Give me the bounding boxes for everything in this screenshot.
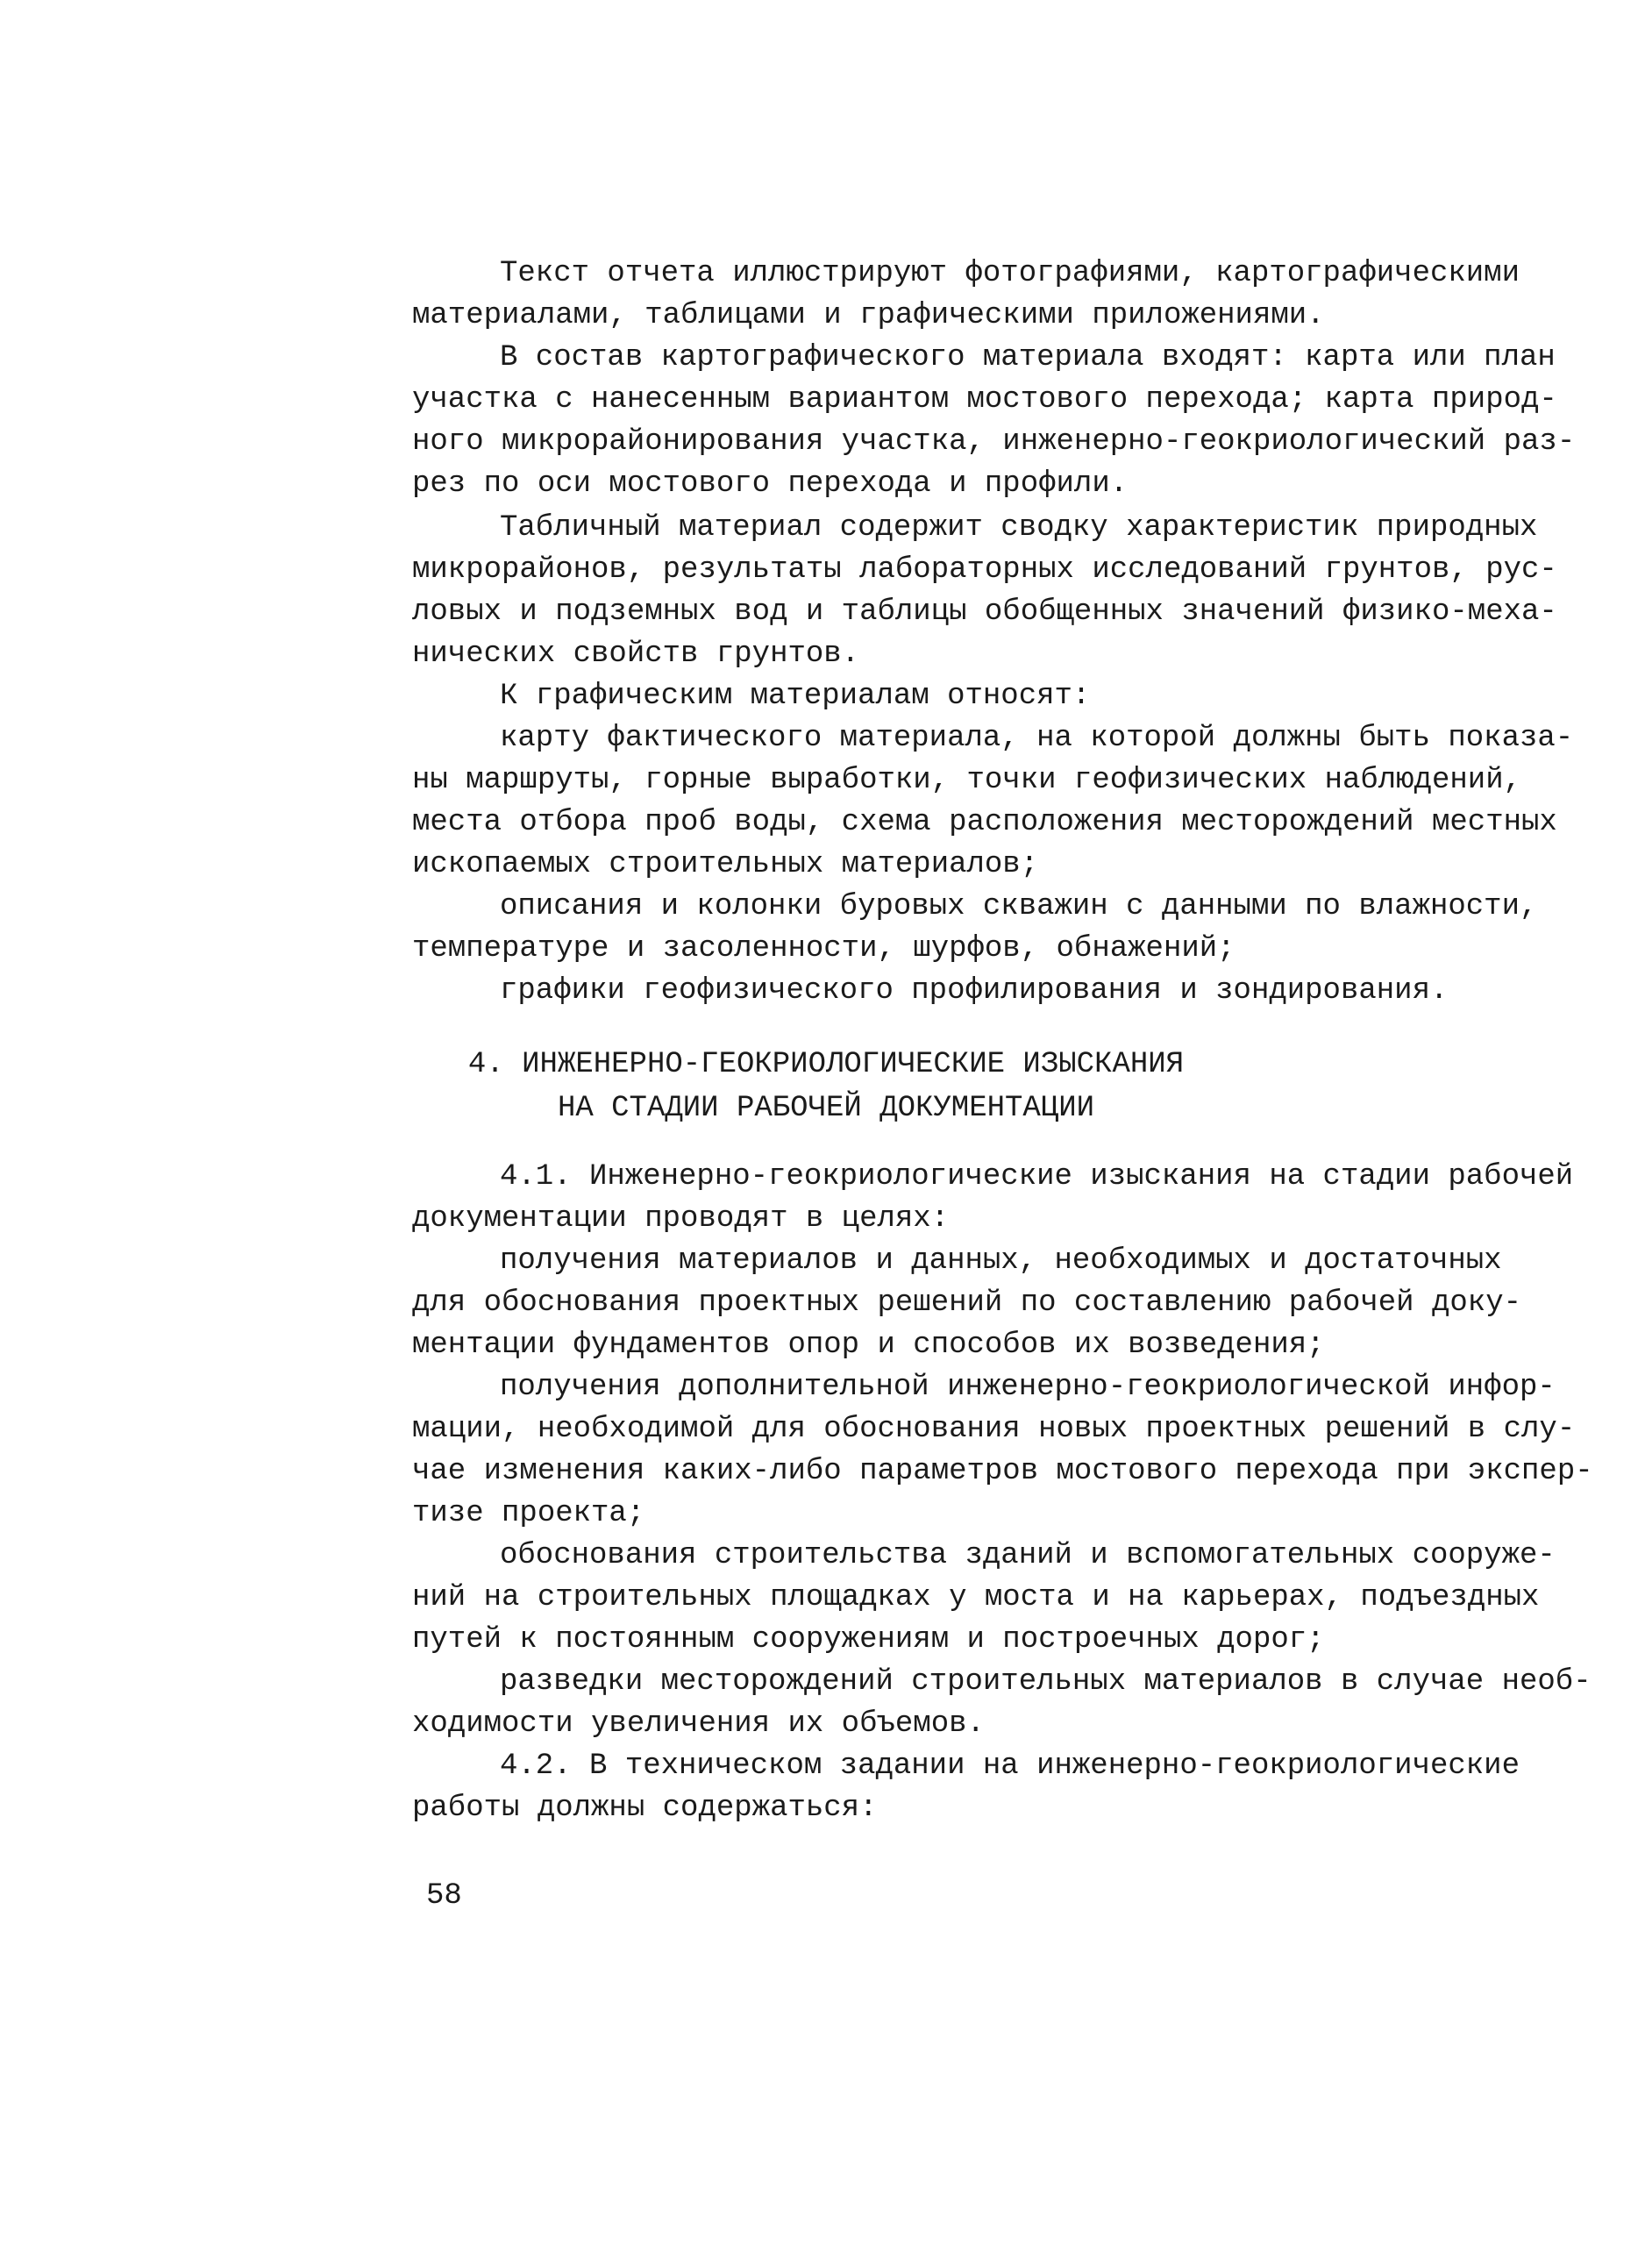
body-text-line: ного микрорайонирования участка, инженерно-геокриологический раз- (412, 425, 1576, 459)
body-text-line: тизе проекта; (412, 1497, 645, 1530)
body-text-line: Табличный материал содержит сводку характеристик природных (500, 511, 1538, 545)
body-text-line: ментации фундаментов опор и способов их возведения; (412, 1329, 1325, 1362)
body-text-line: чае изменения каких-либо параметров мостового перехода при экспер- (412, 1455, 1593, 1488)
body-text-line: ископаемых строительных материалов; (412, 848, 1039, 881)
body-text-line: микрорайонов, результаты лабораторных исследований грунтов, рус- (412, 553, 1557, 587)
body-text-line: участка с нанесенным вариантом мостового перехода; карта природ- (412, 383, 1557, 417)
body-text-line: документации проводят в целях: (412, 1202, 950, 1236)
body-text-line: Текст отчета иллюстрируют фотографиями, картографическими (500, 257, 1520, 290)
body-text-line: описания и колонки буровых скважин с данными по влажности, (500, 890, 1538, 923)
body-text-line: обоснования строительства зданий и вспомогательных сооруже- (500, 1539, 1556, 1572)
body-text-line: мации, необходимой для обоснования новых проектных решений в слу- (412, 1413, 1576, 1446)
body-text-line: места отбора проб воды, схема расположения месторождений местных (412, 806, 1557, 839)
body-text-line: ний на строительных площадках у моста и на карьерах, подъездных (412, 1581, 1540, 1614)
body-text-line: путей к постоянным сооружениям и построечных дорог; (412, 1623, 1325, 1657)
section-heading-line-2: НА СТАДИИ РАБОЧЕЙ ДОКУМЕНТАЦИИ (557, 1092, 1095, 1125)
body-text-line: графики геофизического профилирования и зондирования. (500, 974, 1449, 1008)
body-text-line: температуре и засоленности, шурфов, обнажений; (412, 932, 1235, 966)
body-text-line: материалами, таблицами и графическими приложениями. (412, 299, 1325, 332)
body-text-line: нических свойств грунтов. (412, 638, 860, 671)
body-text-line: работы должны содержаться: (412, 1792, 878, 1825)
body-text-line: карту фактического материала, на которой должны быть показа- (500, 722, 1574, 755)
body-text-line: 4.1. Инженерно-геокриологические изыскания на стадии рабочей (500, 1160, 1574, 1194)
body-text-line: К графическим материалам относят: (500, 680, 1091, 713)
body-text-line: рез по оси мостового перехода и профили. (412, 467, 1129, 501)
body-text-line: для обоснования проектных решений по составлению рабочей доку- (412, 1286, 1522, 1320)
body-text-line: ны маршруты, горные выработки, точки геофизических наблюдений, (412, 764, 1522, 797)
section-heading-line-1: 4. ИНЖЕНЕРНО-ГЕОКРИОЛОГИЧЕСКИЕ ИЗЫСКАНИЯ (467, 1048, 1185, 1081)
body-text-line: получения дополнительной инженерно-геокриологической инфор- (500, 1371, 1556, 1404)
body-text-line: разведки месторождений строительных материалов в случае необ- (500, 1665, 1591, 1699)
body-text-line: получения материалов и данных, необходимых и достаточных (500, 1244, 1502, 1278)
body-text-line: ходимости увеличения их объемов. (412, 1707, 985, 1741)
page-number: 58 (426, 1879, 462, 1913)
body-text-line: 4.2. В техническом задании на инженерно-геокриологические (500, 1749, 1520, 1783)
body-text-line: ловых и подземных вод и таблицы обобщенных значений физико-меха- (412, 595, 1557, 629)
body-text-line: В состав картографического материала входят: карта или план (500, 341, 1556, 374)
